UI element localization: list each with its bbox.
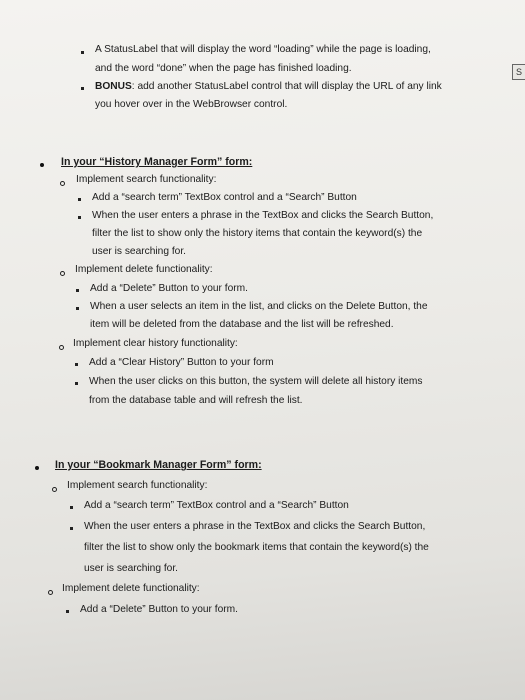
bullet-square xyxy=(81,87,84,90)
text-line: Add a “search term” TextBox control and a “Search” Button xyxy=(92,192,357,203)
text-line: Add a “search term” TextBox control and a “Search” Button xyxy=(84,500,349,511)
text-line: user is searching for. xyxy=(84,563,178,574)
history-clear-title: Implement clear history functionality: xyxy=(73,338,238,349)
text-line: from the database table and will refresh the list. xyxy=(89,395,303,406)
text-line: Add a “Clear History” Button to your form xyxy=(89,357,274,368)
text-line: When the user enters a phrase in the TextBox and clicks the Search Button, xyxy=(84,521,426,532)
text-line: When the user enters a phrase in the TextBox and clicks the Search Button, xyxy=(92,210,434,221)
text-line: item will be deleted from the database and the list will be refreshed. xyxy=(90,319,394,330)
bullet-circle xyxy=(52,487,57,492)
bullet-square xyxy=(76,289,79,292)
bullet-square xyxy=(75,382,78,385)
bullet-circle xyxy=(48,590,53,595)
bookmark-delete-title: Implement delete functionality: xyxy=(62,583,200,594)
edge-tab-label: S xyxy=(512,64,525,80)
text-line: user is searching for. xyxy=(92,246,186,257)
history-delete-title: Implement delete functionality: xyxy=(75,264,213,275)
bullet-square xyxy=(76,307,79,310)
text-line: Add a “Delete” Button to your form. xyxy=(80,604,238,615)
text-line: and the word “done” when the page has finished loading. xyxy=(95,63,352,74)
bullet-circle xyxy=(60,271,65,276)
text-line: filter the list to show only the bookmark items that contain the keyword(s) the xyxy=(84,542,429,553)
bullet-dot xyxy=(35,466,39,470)
text-line: When a user selects an item in the list, and clicks on the Delete Button, the xyxy=(90,301,428,312)
text-line: you hover over in the WebBrowser control. xyxy=(95,99,288,110)
bullet-square xyxy=(78,198,81,201)
bullet-square xyxy=(70,527,73,530)
bullet-square xyxy=(66,610,69,613)
history-search-title: Implement search functionality: xyxy=(76,174,217,185)
bullet-square xyxy=(78,216,81,219)
bullet-circle xyxy=(59,345,64,350)
bullet-dot xyxy=(40,163,44,167)
bullet-circle xyxy=(60,181,65,186)
bullet-square xyxy=(75,363,78,366)
history-heading: In your “History Manager Form” form: xyxy=(61,156,253,168)
bonus-label: BONUS xyxy=(95,81,132,92)
bookmark-heading: In your “Bookmark Manager Form” form: xyxy=(55,459,262,471)
text-line: A StatusLabel that will display the word “loading” while the page is loading, xyxy=(95,44,431,55)
text-line: When the user clicks on this button, the system will delete all history items xyxy=(89,376,423,387)
bookmark-search-title: Implement search functionality: xyxy=(67,480,208,491)
bonus-line xyxy=(95,81,442,92)
bullet-square xyxy=(81,51,84,54)
bullet-square xyxy=(70,506,73,509)
text-line: filter the list to show only the history items that contain the keyword(s) the xyxy=(92,228,423,239)
text-line: Add a “Delete” Button to your form. xyxy=(90,283,248,294)
text-span: : add another StatusLabel control that will display the URL of any link xyxy=(131,81,442,92)
